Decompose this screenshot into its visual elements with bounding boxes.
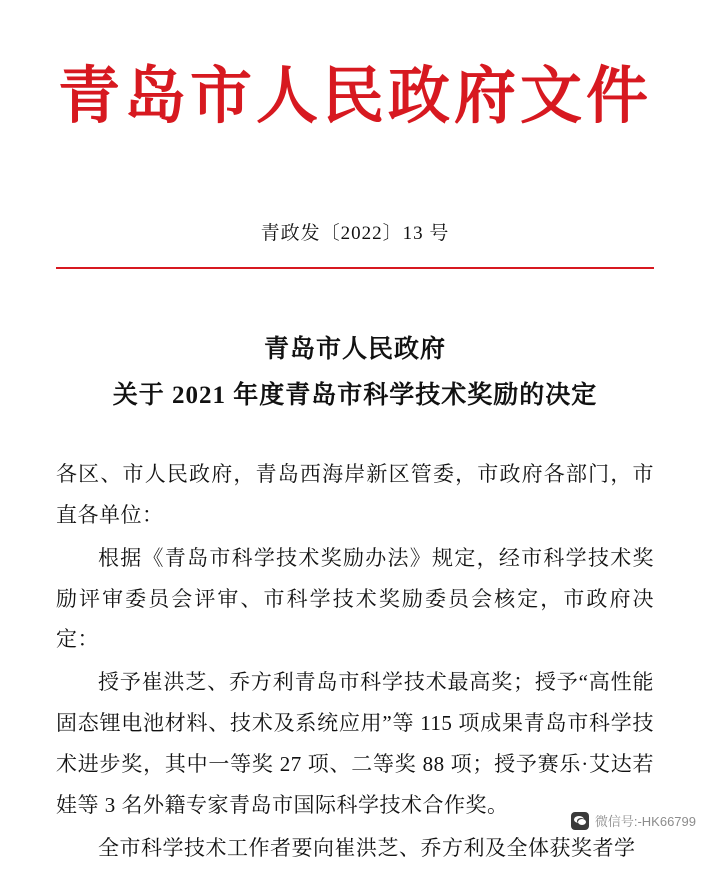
watermark-text: 微信号:-HK66799 xyxy=(594,814,696,829)
paragraph-addressees: 各区、市人民政府，青岛西海岸新区管委，市政府各部门，市直各单位： xyxy=(56,461,654,527)
title-subject: 关于 2021 年度青岛市科学技术奖励的决定 xyxy=(112,382,598,410)
red-divider-rule xyxy=(56,267,654,269)
paragraph-awards: 授予崔洪芝、乔方利青岛市科学技术最高奖；授予“高性能固态锂电池材料、技术及系统应用”等 115 项成果青岛市科学技术进步奖，其中一等奖 27 项、二等奖 88 项；授予赛乐·艾达若娃等 3 名外籍专家青岛市国际科学技术合作奖。 xyxy=(56,670,654,818)
document-title-block xyxy=(56,327,654,420)
document-masthead: 青岛市人民政府文件 xyxy=(57,59,652,132)
paragraph-call-to-action: 全市科学技术工作者要向崔洪芝、乔方利及全体获奖者学 xyxy=(98,836,636,861)
title-issuer: 青岛市人民政府 xyxy=(263,336,446,364)
watermark xyxy=(571,811,696,830)
paragraph-basis: 根据《青岛市科学技术奖励办法》规定，经市科学技术奖励评审委员会评审、市科学技术奖励委员会核定，市政府决定： xyxy=(56,545,654,652)
document-number: 青政发〔2022〕13 号 xyxy=(260,223,450,245)
wechat-icon xyxy=(571,812,589,830)
document-body xyxy=(56,454,654,869)
